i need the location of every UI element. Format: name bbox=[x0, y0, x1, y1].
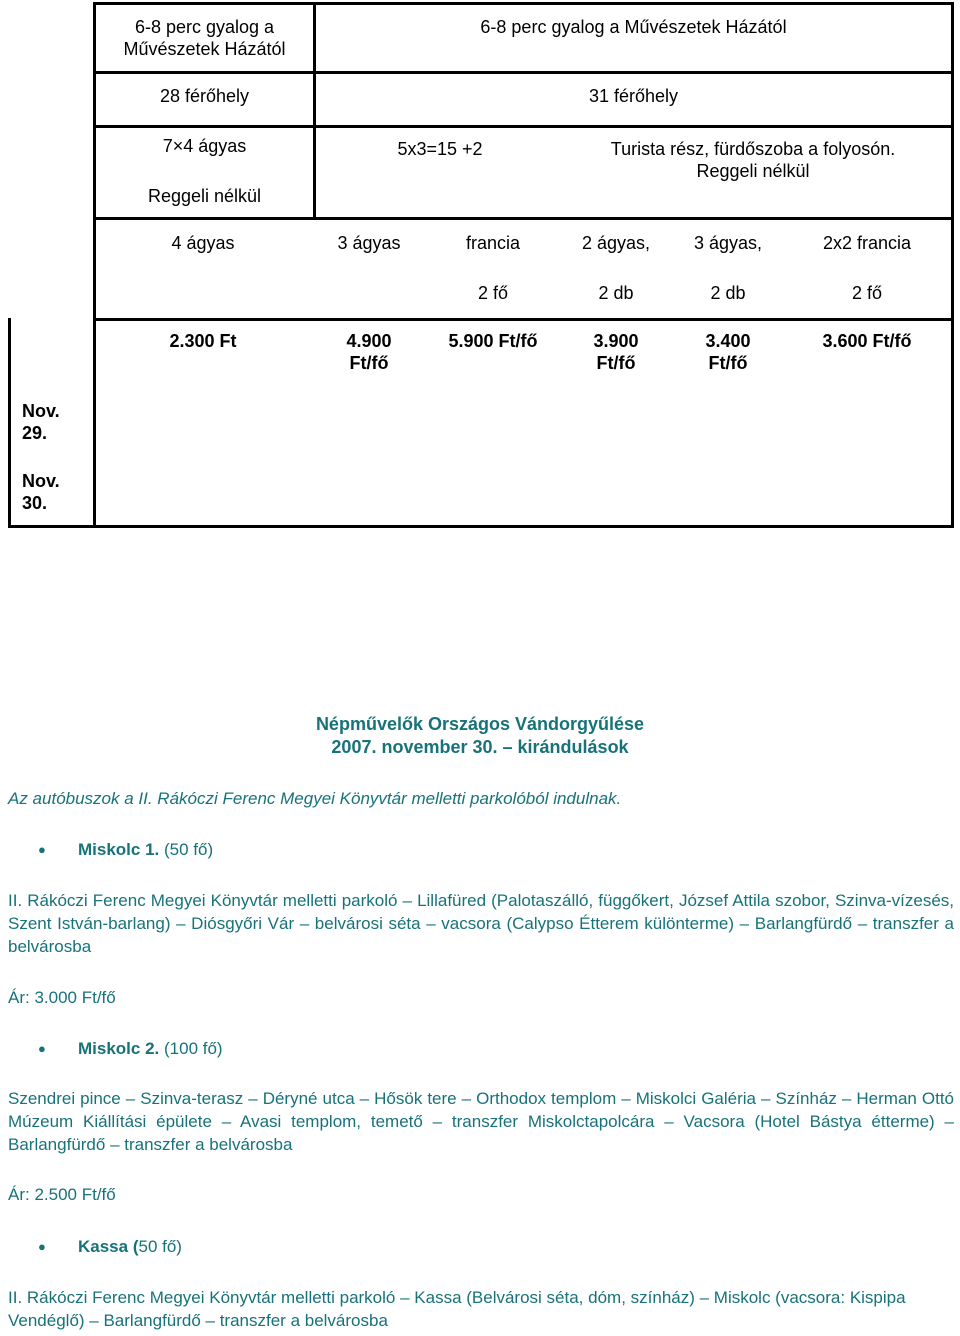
table-border bbox=[93, 71, 954, 74]
price-value: 3.400 bbox=[705, 331, 751, 351]
price-cell bbox=[792, 330, 942, 352]
trip-count: (100 fő) bbox=[164, 1039, 223, 1058]
trip-name: Miskolc 1. bbox=[78, 840, 160, 859]
room-type-cell bbox=[792, 232, 942, 304]
intro-text: Az autóbuszok a II. Rákóczi Ferenc Megyei Könyvtár melletti parkolóból indulnak. bbox=[8, 789, 622, 808]
table-border bbox=[951, 2, 954, 528]
rooms-b1-text: 5x3=15 +2 bbox=[397, 139, 483, 159]
trip-title bbox=[78, 838, 213, 861]
room-type-cell bbox=[665, 232, 791, 304]
price-unit: Ft/fő bbox=[349, 353, 389, 373]
distance-cell-b bbox=[316, 16, 951, 38]
table-border bbox=[93, 2, 954, 5]
room-type-cell bbox=[430, 232, 556, 304]
price-cell bbox=[306, 330, 432, 374]
room-type-label: 3 ágyas bbox=[337, 233, 401, 253]
accommodation-table bbox=[0, 0, 960, 530]
section-title-line2: 2007. november 30. – kirándulások bbox=[331, 737, 629, 757]
room-type-label: 2x2 francia bbox=[822, 233, 912, 253]
table-border bbox=[93, 318, 954, 321]
price-cell bbox=[420, 330, 566, 352]
capacity-a-text: 28 férőhely bbox=[159, 86, 250, 106]
capacity-cell-a bbox=[96, 85, 313, 107]
table-border bbox=[8, 525, 954, 528]
date-cell-nov-29 bbox=[10, 400, 90, 444]
trip-count: 50 fő) bbox=[138, 1237, 182, 1256]
rooms-cell-a bbox=[96, 135, 313, 207]
trip-route: II. Rákóczi Ferenc Megyei Könyvtár melletti parkoló – Kassa (Belvárosi séta, dóm, színház) – Miskolc (vacsora: Kispipa Vendéglő) – Barlangfürdő – transzfer a belvárosba bbox=[8, 1288, 906, 1330]
rooms-b2-line1: Turista rész, fürdőszoba a folyosón. bbox=[610, 139, 896, 159]
price-cell bbox=[665, 330, 791, 374]
price-value: 4.900 bbox=[346, 331, 392, 351]
room-type-detail: 2 fő bbox=[851, 283, 883, 303]
distance-a-line2: Művészetek Házától bbox=[123, 39, 286, 59]
capacity-b-text: 31 férőhely bbox=[588, 86, 679, 106]
table-border bbox=[93, 217, 954, 220]
table-border bbox=[93, 2, 96, 528]
bullet-icon: ● bbox=[38, 842, 46, 857]
rooms-cell-b2 bbox=[555, 138, 951, 182]
rooms-a-line2: Reggeli nélkül bbox=[147, 186, 262, 206]
room-type-label: francia bbox=[465, 233, 521, 253]
price-value: 3.900 bbox=[593, 331, 639, 351]
section-title-line1: Népművelők Országos Vándorgyűlése bbox=[315, 714, 645, 734]
price-unit: Ft/fő bbox=[708, 353, 748, 373]
room-type-cell bbox=[553, 232, 679, 304]
trip-count: (50 fő) bbox=[164, 840, 214, 859]
date-day: 29. bbox=[22, 423, 48, 443]
rooms-a-line1: 7×4 ágyas bbox=[162, 136, 247, 156]
capacity-cell-b bbox=[316, 85, 951, 107]
price-unit: Ft/fő bbox=[596, 353, 636, 373]
trip-name: Kassa ( bbox=[78, 1237, 139, 1256]
date-day: 30. bbox=[22, 493, 48, 513]
price-value: 2.300 Ft bbox=[169, 331, 237, 351]
room-type-cell bbox=[306, 232, 432, 282]
trip-route: II. Rákóczi Ferenc Megyei Könyvtár melletti parkoló – Lillafüred (Palotaszálló, függőkert, József Attila szobor, Szinva-vízesés, Szent István-barlang) – Diósgyőri Vár – belvárosi séta – vacsora (Calypso Étterem különterme) – Barlangfürdő – transzfer a belvárosba bbox=[8, 891, 954, 956]
distance-b-text: 6-8 perc gyalog a Művészetek Házától bbox=[480, 17, 787, 37]
room-type-label: 2 ágyas, bbox=[581, 233, 651, 253]
date-month: Nov. bbox=[22, 401, 60, 421]
room-type-detail: 2 fő bbox=[477, 283, 509, 303]
room-type-detail: 2 db bbox=[598, 283, 634, 303]
price-value: 3.600 Ft/fő bbox=[822, 331, 912, 351]
room-type-detail: 2 db bbox=[710, 283, 746, 303]
trip-title bbox=[78, 1235, 182, 1258]
trip-title bbox=[78, 1037, 223, 1060]
price-cell bbox=[553, 330, 679, 374]
date-month: Nov. bbox=[22, 471, 60, 491]
trip-price: Ár: 3.000 Ft/fő bbox=[8, 988, 116, 1007]
trip-price: Ár: 2.500 Ft/fő bbox=[8, 1185, 116, 1204]
distance-cell-a bbox=[96, 16, 313, 60]
distance-a-line1: 6-8 perc gyalog a bbox=[134, 17, 275, 37]
trip-route: Szendrei pince – Szinva-terasz – Déryné utca – Hősök tere – Orthodox templom – Miskolci Galéria – Színház – Herman Ottó Múzeum Kiállítási épülete – Avasi templom, temető – transzfer Miskolctapolcára – Vacsora (Hotel Bástya étterme) – Barlangfürdő – transzfer a belvárosba bbox=[8, 1089, 954, 1154]
rooms-cell-b1 bbox=[340, 138, 540, 160]
date-cell-nov-30 bbox=[10, 470, 90, 514]
rooms-b2-line2: Reggeli nélkül bbox=[696, 161, 810, 181]
room-type-label: 4 ágyas bbox=[171, 233, 235, 253]
trip-name: Miskolc 2. bbox=[78, 1039, 160, 1058]
section-title bbox=[0, 713, 960, 759]
room-type-label: 3 ágyas, bbox=[693, 233, 763, 253]
bullet-icon: ● bbox=[38, 1239, 46, 1254]
price-cell bbox=[140, 330, 266, 352]
room-type-cell bbox=[140, 232, 266, 282]
table-border bbox=[93, 125, 954, 128]
price-value: 5.900 Ft/fő bbox=[448, 331, 538, 351]
bullet-icon: ● bbox=[38, 1041, 46, 1056]
